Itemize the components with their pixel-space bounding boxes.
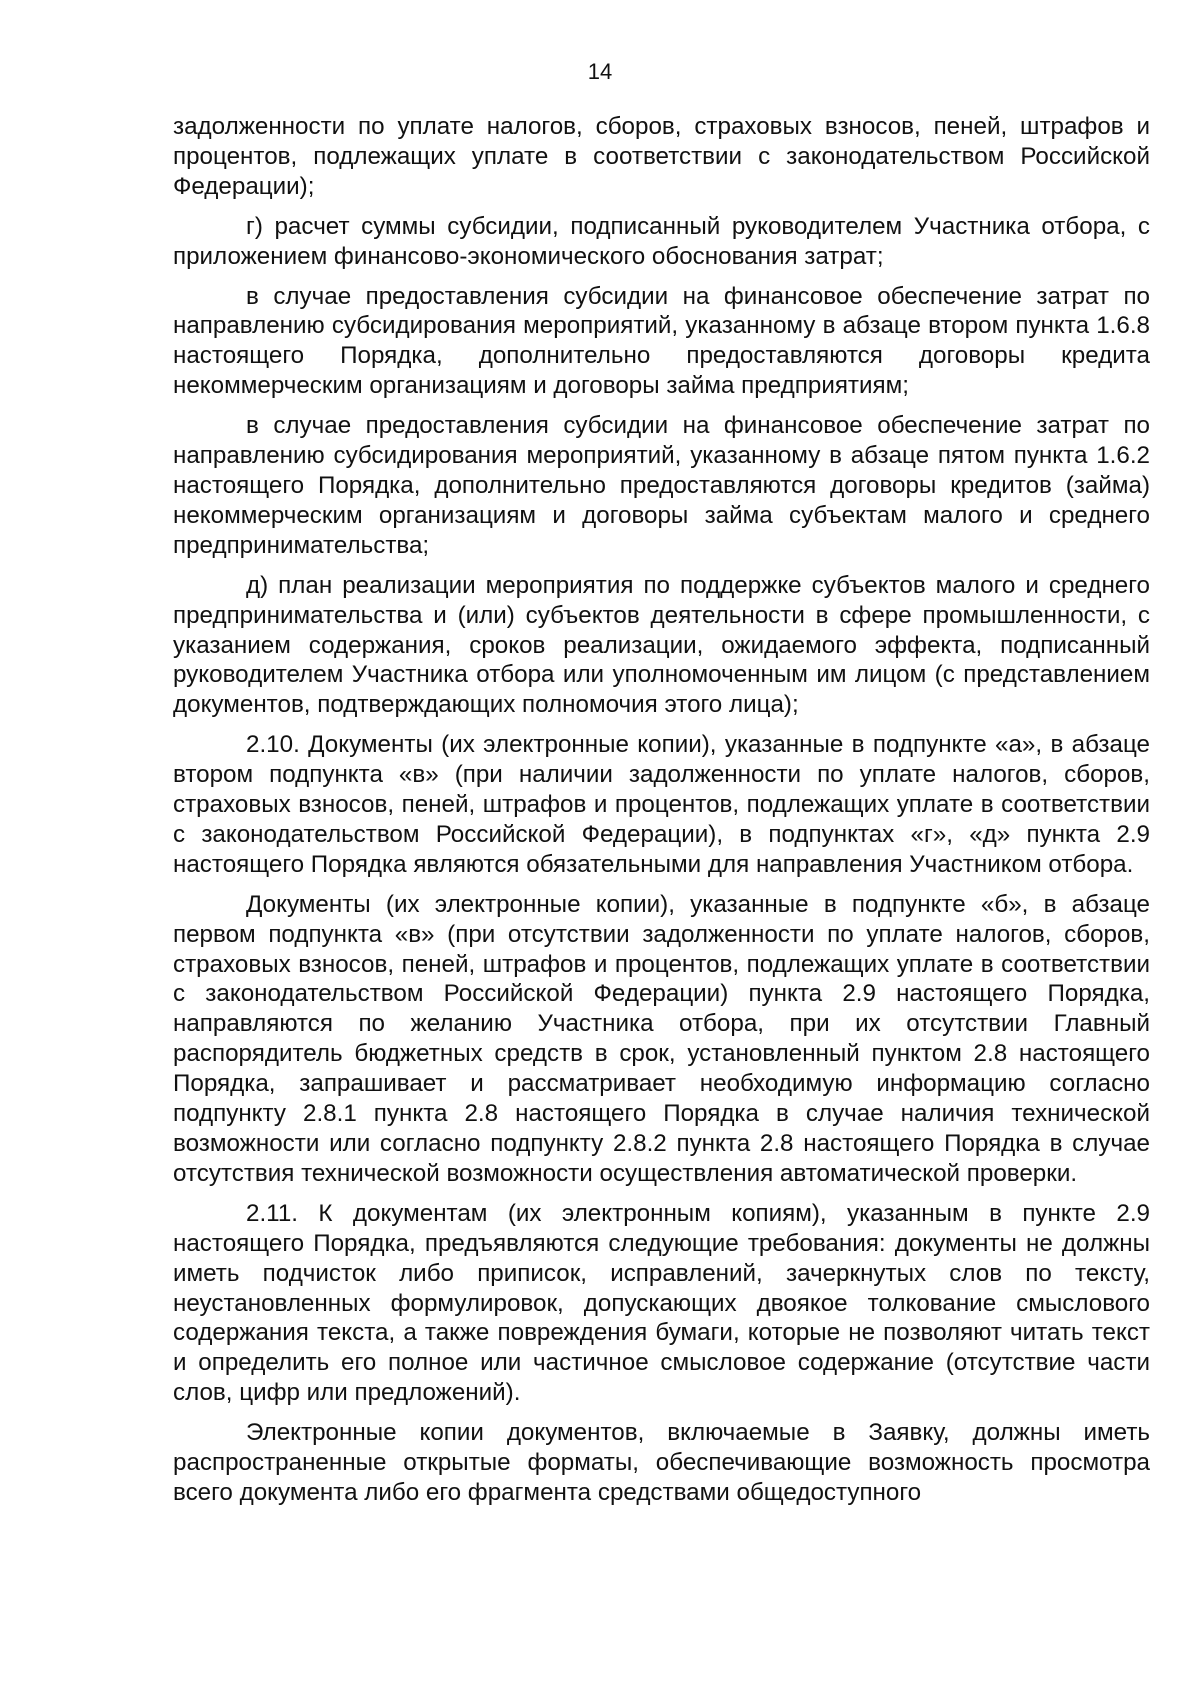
paragraph-5: д) план реализации мероприятия по поддержке субъектов малого и среднего предпринимательства и (или) субъектов деятельности в сфере промышленности, с указанием содержания, сроков реализации, ожидаемого эффекта, подписанный руководителем Участника отбора или уполномоченным им лицом (с представлением документов, подтверждающих полномочия этого лица);: [173, 571, 1150, 719]
paragraph-9: Электронные копии документов, включаемые в Заявку, должны иметь распространенные открытые форматы, обеспечивающие возможность просмотра всего документа либо его фрагмента средствами общедоступного: [173, 1419, 1150, 1506]
document-body: [173, 112, 1150, 1508]
page-number: 14: [587, 59, 613, 84]
paragraph-6: 2.10. Документы (их электронные копии), указанные в подпункте «а», в абзаце втором подпункта «в» (при наличии задолженности по уплате налогов, сборов, страховых взносов, пеней, штрафов и процентов, подлежащих уплате в соответствии с законодательством Российской Федерации), в подпунктах «г», «д» пункта 2.9 настоящего Порядка являются обязательными для направления Участником отбора.: [173, 731, 1150, 878]
paragraph-2: г) расчет суммы субсидии, подписанный руководителем Участника отбора, с приложением финансово-экономического обоснования затрат;: [173, 212, 1150, 270]
paragraph-3: в случае предоставления субсидии на финансовое обеспечение затрат по направлению субсидирования мероприятий, указанному в абзаце втором пункта 1.6.8 настоящего Порядка, дополнительно предоставляются договоры кредита некоммерческим организациям и договоры займа предприятиям;: [173, 282, 1150, 400]
paragraph-4: в случае предоставления субсидии на финансовое обеспечение затрат по направлению субсидирования мероприятий, указанному в абзаце пятом пункта 1.6.2 настоящего Порядка, дополнительно предоставляются договоры кредитов (займа) некоммерческим организациям и договоры займа субъектам малого и среднего предпринимательства;: [173, 412, 1150, 559]
paragraph-1: задолженности по уплате налогов, сборов, страховых взносов, пеней, штрафов и процентов, подлежащих уплате в соответствии с законодательством Российской Федерации);: [173, 113, 1150, 200]
paragraph-8: 2.11. К документам (их электронным копиям), указанным в пункте 2.9 настоящего Порядка, предъявляются следующие требования: документы не должны иметь подчисток либо приписок, исправлений, зачеркнутых слов по тексту, неустановленных формулировок, допускающих двоякое толкование смыслового содержания текста, а также повреждения бумаги, которые не позволяют читать текст и определить его полное или частичное смысловое содержание (отсутствие части слов, цифр или предложений).: [173, 1199, 1150, 1407]
paragraph-7: Документы (их электронные копии), указанные в подпункте «б», в абзаце первом подпункта «в» (при отсутствии задолженности по уплате налогов, сборов, страховых взносов, пеней, штрафов и процентов, подлежащих уплате в соответствии с законодательством Российской Федерации) пункта 2.9 настоящего Порядка, направляются по желанию Участника отбора, при их отсутствии Главный распорядитель бюджетных средств в срок, установленный пунктом 2.8 настоящего Порядка, запрашивает и рассматривает необходимую информацию согласно подпункту 2.8.1 пункта 2.8 настоящего Порядка в случае наличия технической возможности или согласно подпункту 2.8.2 пункта 2.8 настоящего Порядка в случае отсутствия технической возможности осуществления автоматической проверки.: [173, 890, 1150, 1187]
